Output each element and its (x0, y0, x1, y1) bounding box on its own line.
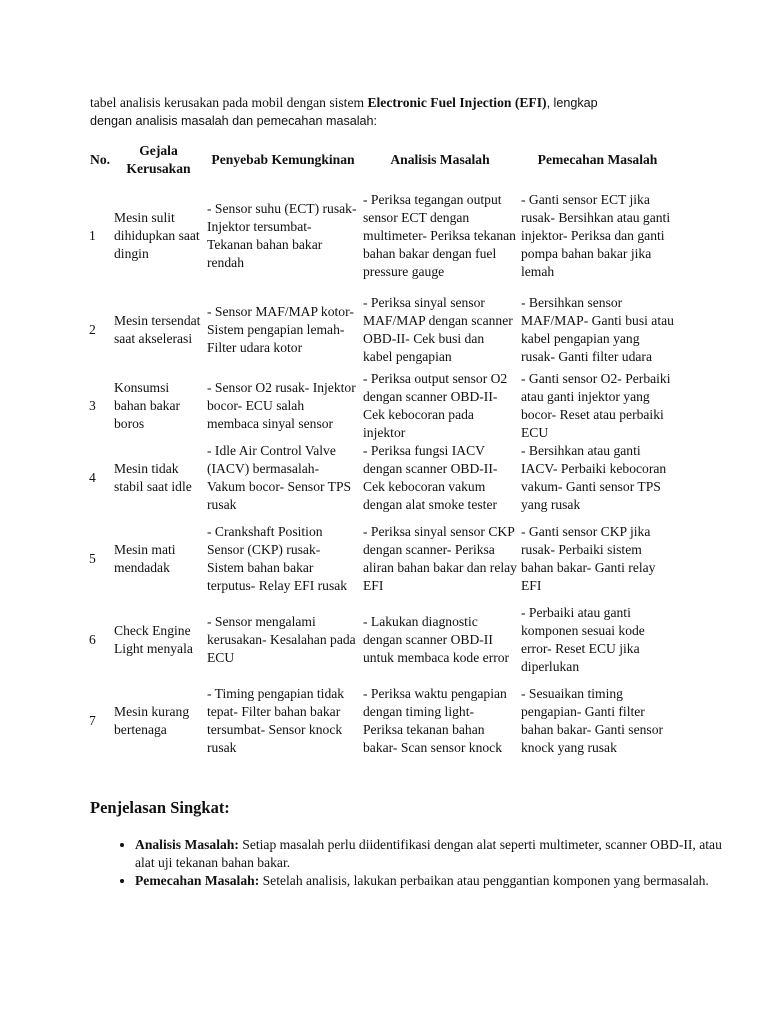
cell-analisis: - Periksa waktu pengapian dengan timing light- Periksa tekanan bahan bakar- Scan sensor knock (363, 686, 507, 755)
cell-analisis: - Periksa sinyal sensor CKP dengan scanner- Periksa aliran bahan bakar dan relay EFI (363, 524, 517, 593)
intro-line-2: dengan analisis masalah dan pemecahan masalah: (90, 114, 378, 128)
cell-analisis: - Periksa tegangan output sensor ECT dengan multimeter- Periksa tekanan bahan bakar dengan fuel pressure gauge (363, 192, 516, 279)
cell-pemecahan: - Bersihkan atau ganti IACV- Perbaiki kebocoran vakum- Ganti sensor TPS yang rusak (521, 443, 667, 512)
list-item (135, 836, 725, 872)
cell-penyebab: - Crankshaft Position Sensor (CKP) rusak- Sistem bahan bakar terputus- Relay EFI rusak (207, 524, 348, 593)
header-penyebab: Penyebab Kemungkinan (211, 152, 355, 167)
cell-penyebab: - Idle Air Control Valve (IACV) bermasalah- Vakum bocor- Sensor TPS rusak (207, 443, 352, 512)
table-row (88, 290, 676, 370)
cell-gejala: Mesin mati mendadak (114, 542, 176, 575)
table-header-row (88, 138, 676, 182)
cell-penyebab: - Timing pengapian tidak tepat- Filter bahan bakar tersumbat- Sensor knock rusak (207, 686, 345, 755)
cell-pemecahan: - Bersihkan sensor MAF/MAP- Ganti busi atau kabel pengapian yang rusak- Ganti filter udara (521, 295, 674, 364)
intro-paragraph (90, 94, 690, 130)
cell-penyebab: - Sensor mengalami kerusakan- Kesalahan pada ECU (207, 614, 356, 665)
intro-prefix: tabel analisis kerusakan pada mobil dengan sistem (90, 95, 368, 110)
header-gejala: Gejala Kerusakan (126, 143, 191, 176)
cell-no: 3 (89, 398, 96, 413)
cell-pemecahan: - Ganti sensor ECT jika rusak- Bersihkan atau ganti injektor- Periksa dan ganti pompa bahan bakar jika lemah (521, 192, 671, 279)
list-item (135, 872, 725, 890)
cell-no: 6 (89, 632, 96, 647)
cell-penyebab: - Sensor O2 rusak- Injektor bocor- ECU salah membaca sinyal sensor (207, 380, 356, 431)
cell-no: 5 (89, 551, 96, 566)
cell-gejala: Mesin kurang bertenaga (114, 704, 190, 737)
section-heading: Penjelasan Singkat: (90, 798, 230, 817)
table-row (88, 604, 676, 676)
list-item-text: Setiap masalah perlu diidentifikasi dengan alat seperti multimeter, scanner OBD-II, atau alat uji tekanan bahan bakar. (135, 837, 722, 870)
cell-analisis: - Periksa sinyal sensor MAF/MAP dengan scanner OBD-II- Cek busi dan kabel pengapian (363, 295, 513, 364)
header-pemecahan: Pemecahan Masalah (537, 152, 658, 167)
intro-suffix: , lengkap (546, 96, 598, 110)
cell-penyebab: - Sensor suhu (ECT) rusak- Injektor tersumbat- Tekanan bahan bakar rendah (207, 201, 357, 270)
cell-no: 1 (89, 228, 96, 243)
cell-pemecahan: - Sesuaikan timing pengapian- Ganti filter bahan bakar- Ganti sensor knock yang rusak (521, 686, 664, 755)
cell-gejala: Konsumsi bahan bakar boros (114, 380, 181, 431)
intro-bold-term: Electronic Fuel Injection (EFI) (367, 95, 547, 110)
cell-gejala: Mesin tidak stabil saat idle (114, 461, 192, 494)
cell-pemecahan: - Ganti sensor O2- Perbaiki atau ganti injektor yang bocor- Reset atau perbaiki ECU (521, 371, 671, 440)
cell-pemecahan: - Ganti sensor CKP jika rusak- Perbaiki sistem bahan bakar- Ganti relay EFI (521, 524, 656, 593)
cell-gejala: Mesin tersendat saat akselerasi (114, 313, 201, 346)
cell-analisis: - Periksa fungsi IACV dengan scanner OBD-II- Cek kebocoran vakum dengan alat smoke tester (363, 443, 498, 512)
efi-analysis-table (88, 138, 676, 766)
cell-pemecahan: - Perbaiki atau ganti komponen sesuai kode error- Reset ECU jika diperlukan (521, 605, 645, 674)
table-row (88, 442, 676, 514)
table-row (88, 514, 676, 604)
summary-list (90, 836, 725, 890)
table-row (88, 676, 676, 766)
cell-no: 4 (89, 470, 96, 485)
cell-gejala: Check Engine Light menyala (114, 623, 193, 656)
cell-gejala: Mesin sulit dihidupkan saat dingin (114, 210, 200, 261)
table-row (88, 182, 676, 290)
cell-no: 2 (89, 322, 96, 337)
cell-analisis: - Lakukan diagnostic dengan scanner OBD-II untuk membaca kode error (363, 614, 510, 665)
cell-no: 7 (89, 713, 96, 728)
header-no: No. (90, 152, 111, 167)
cell-penyebab: - Sensor MAF/MAP kotor- Sistem pengapian lemah- Filter udara kotor (207, 304, 354, 355)
list-item-label: Analisis Masalah: (135, 837, 239, 852)
list-item-text: Setelah analisis, lakukan perbaikan atau penggantian komponen yang bermasalah. (259, 873, 709, 888)
table-row (88, 370, 676, 442)
header-analisis: Analisis Masalah (390, 152, 490, 167)
list-item-label: Pemecahan Masalah: (135, 873, 260, 888)
cell-analisis: - Periksa output sensor O2 dengan scanner OBD-II- Cek kebocoran pada injektor (363, 371, 508, 440)
